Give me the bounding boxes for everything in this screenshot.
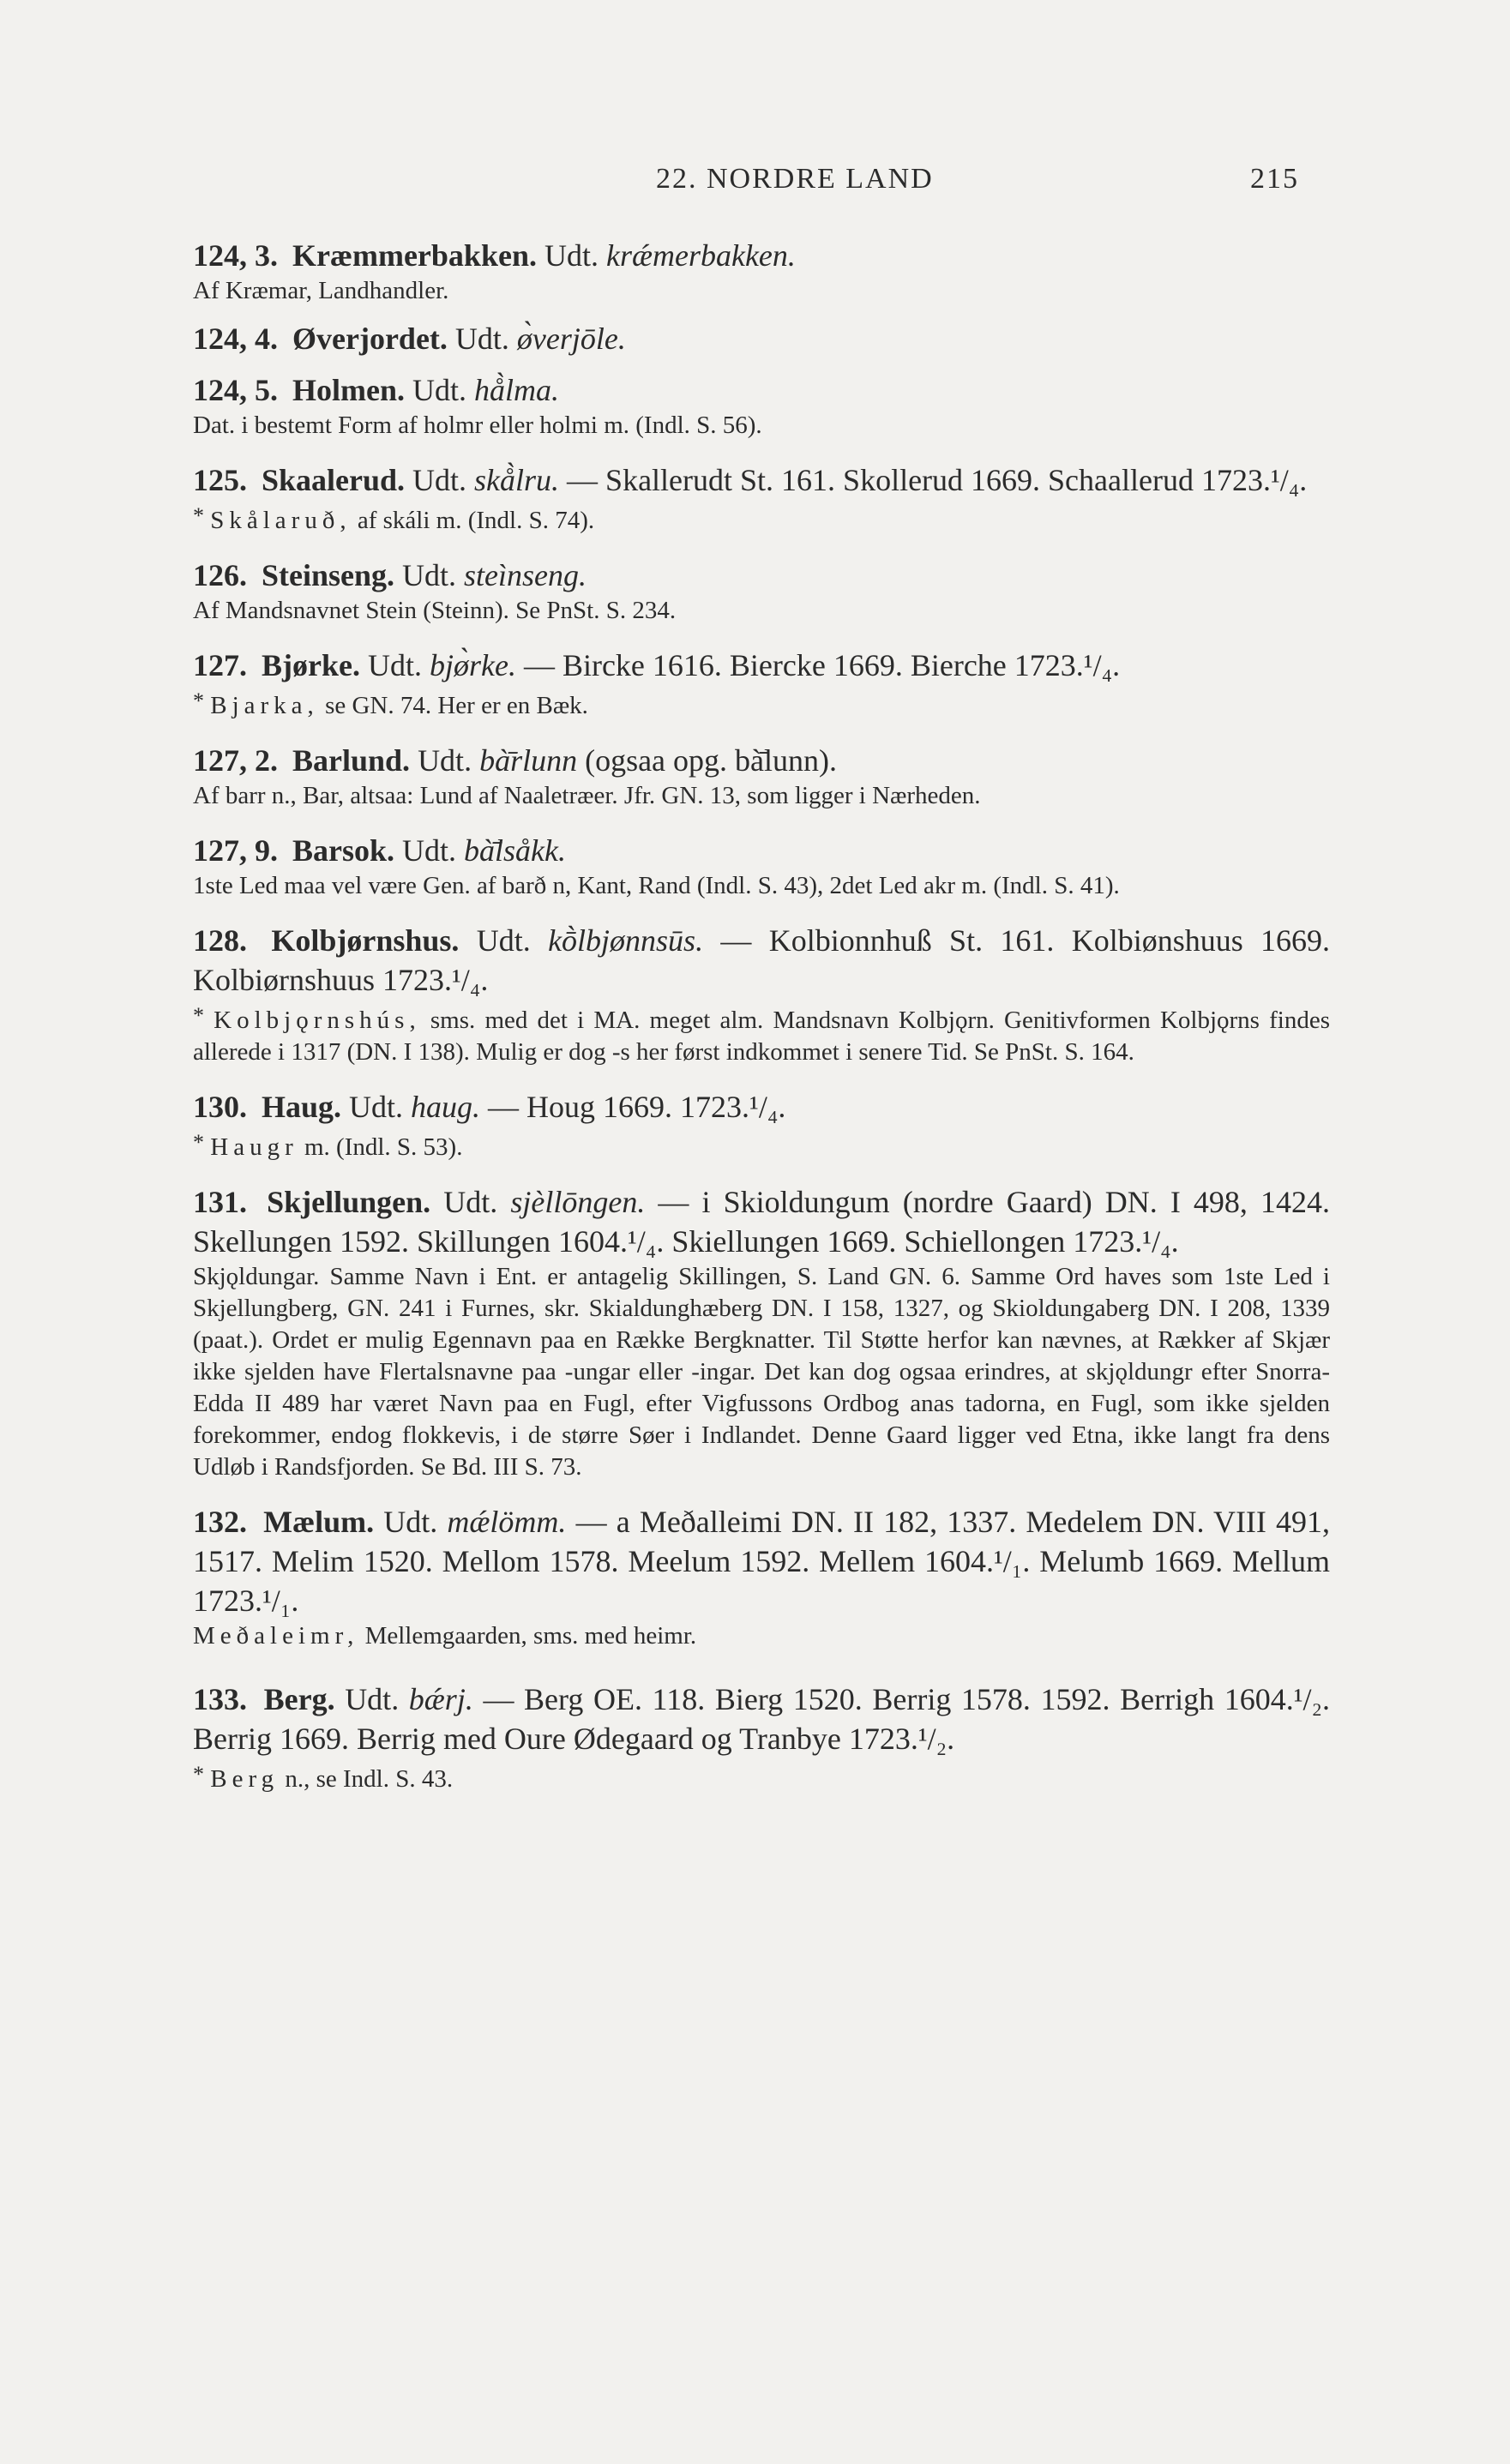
entry-number: 124, 4. (193, 322, 278, 356)
entry-name: Berg. (263, 1682, 335, 1716)
entry-number: 128. (193, 923, 247, 958)
historical-forms: — Skallerudt St. 161. Skollerud 1669. Schaallerud 1723.¹/₄. (567, 463, 1308, 497)
entry-heading (193, 1182, 1330, 1261)
asterisk-marker: * (193, 503, 204, 528)
chapter-title: 22. NORDRE LAND (656, 163, 934, 195)
pronunciation: bà̄rlunn (479, 743, 578, 778)
historical-forms: — Kolbionnhuß St. 161. Kolbiønshuus 1669. Kolbiørnshuus 1723.¹/₄. (193, 923, 1331, 997)
note-text: Mellemgaarden, sms. med heimr. (364, 1622, 697, 1650)
entry-heading (193, 1680, 1330, 1758)
entry-heading (193, 370, 1330, 410)
entry (193, 1502, 1330, 1652)
spaced-form: Skålaruð, (210, 507, 352, 534)
entry (193, 646, 1330, 722)
pronunciation: sjèllōngen. (510, 1185, 646, 1219)
pronunciation: skå̀lru. (474, 463, 560, 497)
udt-label: Udt. (443, 1185, 498, 1219)
entry-name: Mælum. (263, 1505, 375, 1539)
udt-label: Udt. (476, 923, 531, 958)
entry-heading (193, 460, 1330, 500)
entry-name: Haug. (262, 1090, 342, 1124)
entry-name: Kræmmerbakken. (292, 238, 537, 273)
entry-heading (193, 1087, 1330, 1127)
pronunciation: mǽlömm. (447, 1505, 567, 1539)
entry (193, 370, 1330, 442)
historical-forms: — Bircke 1616. Biercke 1669. Bierche 1723.¹/₄. (523, 648, 1121, 682)
entry-note (193, 1758, 1330, 1795)
entry-name: Øverjordet. (292, 322, 448, 356)
asterisk-marker: * (193, 1762, 204, 1787)
entry (193, 1087, 1330, 1163)
pronunciation: kṑlbjønnsūs. (548, 923, 704, 958)
entry-note (193, 500, 1330, 537)
entry-number: 124, 3. (193, 238, 278, 273)
pronunciation: ø̀verjōle. (516, 322, 626, 356)
entry-note: Dat. i bestemt Form af holmr eller holmi m. (Indl. S. 56). (193, 412, 762, 439)
pronunciation: bà̄lsåkk. (464, 833, 566, 868)
historical-forms: — Berg OE. 118. Bierg 1520. Berrig 1578. 1592. Berrigh 1604.¹/₂. Berrig 1669. Berrig med Oure Ødegaard og Tranbye 1723.¹/₂. (193, 1682, 1331, 1756)
entry-note (193, 1000, 1330, 1068)
entry-number: 125. (193, 463, 247, 497)
udt-label: Udt. (402, 833, 457, 868)
entry (193, 1680, 1330, 1795)
entry-name: Kolbjørnshus. (271, 923, 460, 958)
entry-name: Barlund. (292, 743, 411, 778)
entry-number: 130. (193, 1090, 247, 1124)
entry-note: Af Kræmar, Landhandler. (193, 277, 449, 304)
page-header (0, 154, 1510, 206)
entry-heading (193, 831, 1330, 870)
entry-name: Skjellungen. (267, 1185, 431, 1219)
entry (193, 556, 1330, 627)
entry (193, 460, 1330, 537)
page-number: 215 (1250, 163, 1299, 195)
spaced-form: Berg (210, 1765, 280, 1793)
udt-label: Udt. (402, 558, 457, 592)
note-text: m. (Indl. S. 53). (304, 1133, 463, 1161)
entry-name: Barsok. (292, 833, 395, 868)
entry-heading (193, 556, 1330, 595)
spaced-form: Haugr (210, 1133, 298, 1161)
entry (193, 1182, 1330, 1483)
historical-forms: — i Skioldungum (nordre Gaard) DN. I 498, 1424. Skellungen 1592. Skillungen 1604.¹/₄. Skiellungen 1669. Schiellongen 1723.¹/₄. (193, 1185, 1331, 1259)
entry-list (193, 236, 1330, 1795)
entry (193, 236, 1330, 307)
entry-note: Af barr n., Bar, altsaa: Lund af Naaletræer. Jfr. GN. 13, som ligger i Nærheden. (193, 782, 981, 809)
spaced-form: Kolbjǫrnshús, (214, 1007, 421, 1034)
entry (193, 741, 1330, 812)
udt-label: Udt. (544, 238, 599, 273)
historical-forms: (ogsaa opg. bà̄lunn). (585, 743, 838, 778)
pronunciation: steìnseng. (464, 558, 587, 592)
udt-label: Udt. (412, 373, 466, 407)
pronunciation: hå̀lma. (474, 373, 559, 407)
entry-heading (193, 921, 1330, 1000)
entry-number: 127, 9. (193, 833, 278, 868)
udt-label: Udt. (383, 1505, 438, 1539)
historical-forms: — Houg 1669. 1723.¹/₄. (488, 1090, 786, 1124)
udt-label: Udt. (349, 1090, 404, 1124)
udt-label: Udt. (418, 743, 472, 778)
entry-heading (193, 1502, 1330, 1620)
entry-heading (193, 646, 1330, 685)
entry-number: 127, 2. (193, 743, 278, 778)
udt-label: Udt. (345, 1682, 400, 1716)
entry-note: 1ste Led maa vel være Gen. af barð n, Kant, Rand (Indl. S. 43), 2det Led akr m. (Indl. S. 41). (193, 872, 1120, 899)
pronunciation: krǽmerbakken. (605, 238, 796, 273)
pronunciation: bǽrj. (408, 1682, 473, 1716)
entry (193, 921, 1330, 1068)
entry-number: 127. (193, 648, 247, 682)
entry-name: Steinseng. (262, 558, 395, 592)
historical-forms: — a Meðalleimi DN. II 182, 1337. Medelem DN. VIII 491, 1517. Melim 1520. Mellom 1578. Meelum 1592. Mellem 1604.¹/₁. Melumb 1669. Mellum 1723.¹/₁. (193, 1505, 1331, 1618)
asterisk-marker: * (193, 1130, 204, 1155)
udt-label: Udt. (367, 648, 422, 682)
entry (193, 319, 1330, 358)
entry-name: Bjørke. (262, 648, 360, 682)
pronunciation: bjø̀rke. (429, 648, 516, 682)
entry-heading (193, 236, 1330, 275)
note-text: se GN. 74. Her er en Bæk. (325, 692, 588, 719)
entry-note: Skjǫldungar. Samme Navn i Ent. er antagelig Skillingen, S. Land GN. 6. Samme Ord haves som 1ste Led i Skjellungberg, GN. 241 i Furnes, skr. Skialdunghæberg DN. I 158, 1327, og Skioldungaberg DN. I 208, 1339 (paat.). Ordet er mulig Egennavn paa en Række Bergknatter. Til Støtte herfor kan nævnes, at Rækker af Skjær ikke sjelden have Flertalsnavne paa -ungar eller -ingar. Det kan dog ogsaa erindres, at skjǫldungr efter Snorra-Edda II 489 har været Navn paa en Fugl, efter Vigfussons Ordbog anas tadorna, en Fugl, som ikke sjelden forekommer, endog flokkevis, i de større Søer i Indlandet. Denne Gaard ligger ved Etna, ikke langt fra dens Udløb i Randsfjorden. Se Bd. III S. 73. (193, 1263, 1330, 1481)
entry-note (193, 685, 1330, 722)
entry-note (193, 1127, 1330, 1163)
entry-note: Af Mandsnavnet Stein (Steinn). Se PnSt. S. 234. (193, 597, 677, 624)
pronunciation: haug. (411, 1090, 481, 1124)
entry-name: Holmen. (292, 373, 405, 407)
entry-number: 133. (193, 1682, 247, 1716)
udt-label: Udt. (412, 463, 467, 497)
entry-heading (193, 741, 1330, 780)
entry-heading (193, 319, 1330, 358)
asterisk-marker: * (193, 1003, 204, 1028)
entry-note (193, 1620, 1330, 1652)
note-text: af skáli m. (Indl. S. 74). (357, 507, 595, 534)
entry-number: 124, 5. (193, 373, 278, 407)
asterisk-marker: * (193, 688, 204, 713)
entry-number: 126. (193, 558, 247, 592)
udt-label: Udt. (454, 322, 509, 356)
entry-number: 131. (193, 1185, 247, 1219)
entry-name: Skaalerud. (262, 463, 406, 497)
spaced-form: Meðaleimr, (193, 1622, 359, 1650)
entry-number: 132. (193, 1505, 247, 1539)
note-text: sms. med det i MA. meget alm. Mandsnavn Kolbjǫrn. Genitivformen Kolbjǫrns findes allerede i 1317 (DN. I 138). Mulig er dog -s her først indkommet i senere Tid. Se PnSt. S. 164. (193, 1007, 1330, 1066)
entry (193, 831, 1330, 902)
spaced-form: Bjarka, (210, 692, 319, 719)
note-text: n., se Indl. S. 43. (285, 1765, 454, 1793)
